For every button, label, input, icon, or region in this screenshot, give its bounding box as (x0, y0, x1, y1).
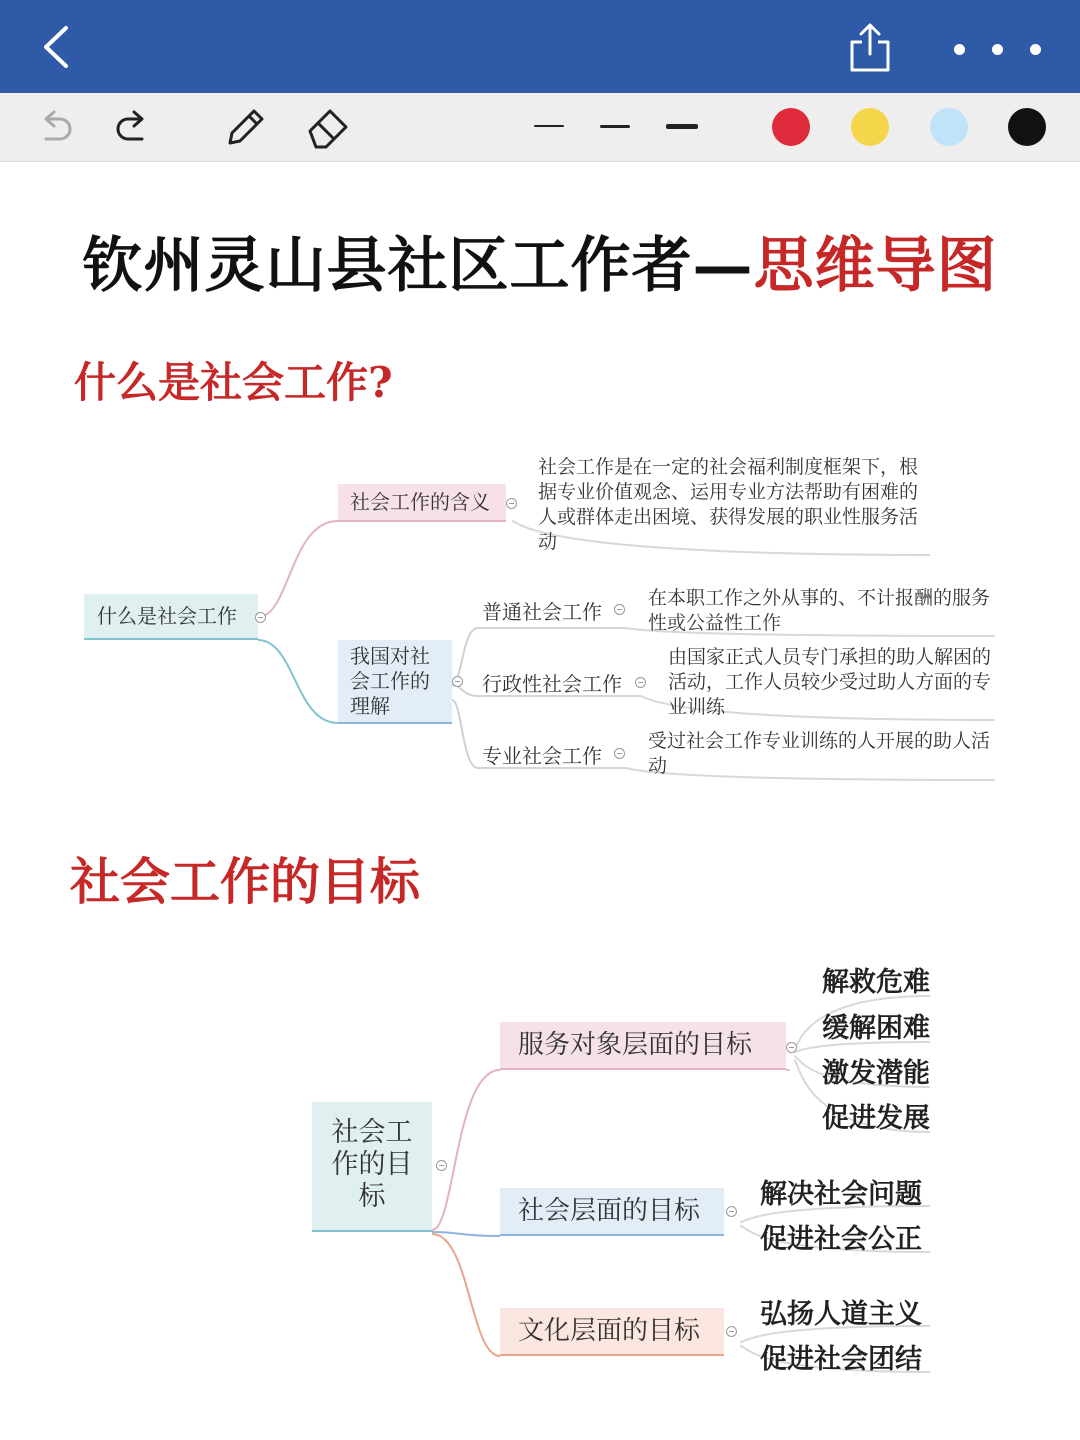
collapse-toggle-icon[interactable]: − (255, 612, 266, 623)
node-ordinary-social-work: 普通社会工作 (482, 600, 602, 624)
node-meaning: 社会工作的含义 (338, 484, 506, 522)
collapse-toggle-icon[interactable]: − (614, 604, 625, 615)
node-client-level-goal: 服务对象层面的目标 (500, 1022, 786, 1070)
section2-heading: 社会工作的目标 (70, 852, 420, 911)
ordinary-social-work-description: 在本职工作之外从事的、不计报酬的服务性或公益性工作 (648, 587, 991, 634)
mindmap1-root-node: 什么是社会工作 (84, 594, 258, 640)
node-administrative-social-work: 行政性社会工作 (482, 672, 622, 696)
node-professional-social-work: 专业社会工作 (482, 744, 602, 768)
leaf-solve-social-problems: 解决社会问题 (760, 1179, 922, 1210)
collapse-toggle-icon[interactable]: − (452, 676, 463, 687)
leaf-relieve-difficulty: 缓解困难 (822, 1013, 930, 1044)
professional-social-work-description: 受过社会工作专业训练的人开展的助人活动 (648, 730, 991, 777)
leaf-promote-development: 促进发展 (822, 1103, 930, 1134)
node-understanding: 我国对社会工作的理解 (338, 640, 452, 724)
section1-heading: 什么是社会工作? (74, 358, 393, 407)
meaning-description: 社会工作是在一定的社会福利制度框架下，根据专业价值观念、运用专业方法帮助有困难的人或群体走出困境、获得发展的职业性服务活动 (538, 456, 919, 553)
page-title-accent: 思维导图 (753, 231, 998, 301)
leaf-rescue-crisis: 解救危难 (822, 967, 930, 998)
collapse-toggle-icon[interactable]: − (786, 1042, 797, 1053)
collapse-toggle-icon[interactable]: − (726, 1206, 737, 1217)
leaf-promote-social-justice: 促进社会公正 (760, 1224, 922, 1255)
node-culture-level-goal: 文化层面的目标 (500, 1308, 724, 1356)
collapse-toggle-icon[interactable]: − (506, 498, 517, 509)
node-society-level-goal: 社会层面的目标 (500, 1188, 724, 1236)
collapse-toggle-icon[interactable]: − (436, 1160, 447, 1171)
collapse-toggle-icon[interactable]: − (726, 1326, 737, 1337)
page-title: 钦州灵山县社区工作者—思维导图 (82, 231, 998, 301)
collapse-toggle-icon[interactable]: − (614, 748, 625, 759)
leaf-stimulate-potential: 激发潜能 (822, 1058, 930, 1089)
leaf-promote-humanitarianism: 弘扬人道主义 (760, 1299, 922, 1330)
collapse-toggle-icon[interactable]: − (635, 677, 646, 688)
leaf-promote-social-unity: 促进社会团结 (760, 1344, 922, 1375)
administrative-social-work-description: 由国家正式人员专门承担的助人解困的活动，工作人员较少受过助人方面的专业训练 (668, 646, 992, 718)
mindmap2-root-node: 社会工作的目标 (312, 1102, 432, 1232)
